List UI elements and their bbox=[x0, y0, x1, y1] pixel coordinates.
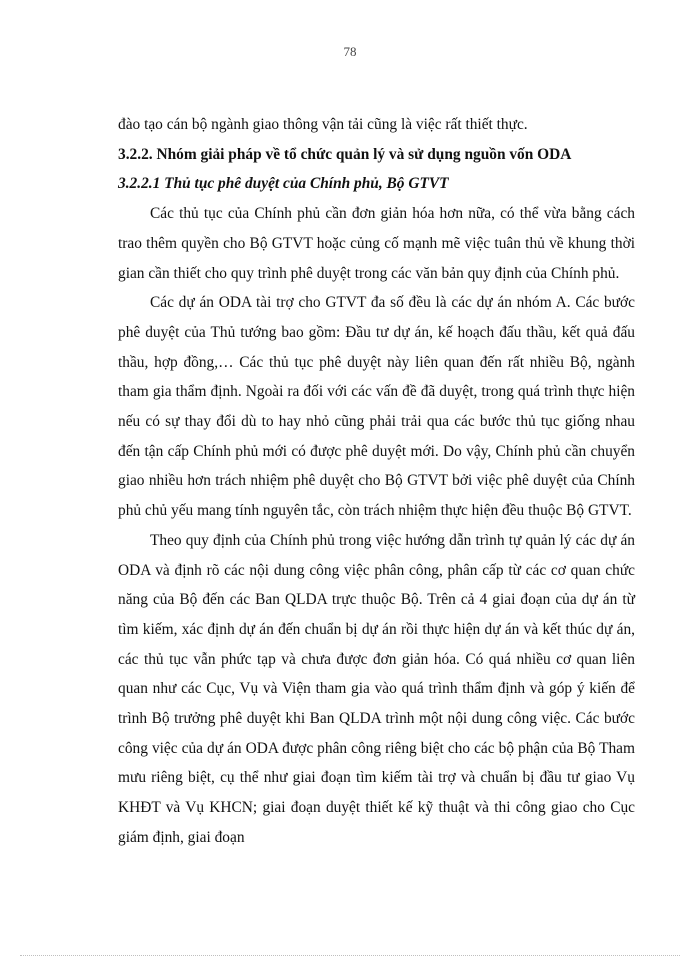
page-body bbox=[118, 110, 635, 853]
subsection-heading: 3.2.2.1 Thủ tục phê duyệt của Chính phủ, Bộ GTVT bbox=[118, 175, 449, 193]
paragraph: Theo quy định của Chính phủ trong việc hướng dẫn trình tự quản lý các dự án ODA và định rõ các nội dung công việc phân công, phân cấp từ các cơ quan chức năng của Bộ đến các Ban QLDA trực thuộc Bộ. Trên cả 4 giai đoạn của dự án từ tìm kiếm, xác định dự án đến chuẩn bị dự án rồi thực hiện dự án và kết thúc dự án, các thủ tục vẫn phức tạp và chưa được đơn giản hóa. Có quá nhiều cơ quan liên quan như các Cục, Vụ và Viện tham gia vào quá trình thẩm định và góp ý kiến để trình Bộ trưởng phê duyệt khi Ban QLDA trình một nội dung công việc. Các bước công việc của dự án ODA được phân công riêng biệt cho các bộ phận của Bộ Tham mưu riêng biệt, cụ thể như giai đoạn tìm kiếm tài trợ và chuẩn bị đầu tư giao Vụ KHĐT và Vụ KHCN; giai đoạn duyệt thiết kế kỹ thuật và thi công giao cho Cục giám định, giai đoạn bbox=[118, 531, 635, 846]
page-number: 78 bbox=[343, 44, 357, 59]
paragraph-continuation: đào tạo cán bộ ngành giao thông vận tải cũng là việc rất thiết thực. bbox=[118, 116, 528, 133]
paragraph: Các thủ tục của Chính phủ cần đơn giản hóa hơn nữa, có thể vừa bằng cách trao thêm quyền cho Bộ GTVT hoặc củng cố mạnh mẽ việc tuân thủ về khung thời gian cần thiết cho quy trình phê duyệt trong các văn bản quy định của Chính phủ. bbox=[118, 205, 635, 282]
paragraph: Các dự án ODA tài trợ cho GTVT đa số đều là các dự án nhóm A. Các bước phê duyệt của Thủ tướng bao gồm: Đầu tư dự án, kế hoạch đấu thầu, kết quả đấu thầu, hợp đồng,… Các thủ tục phê duyệt này liên quan đến rất nhiều Bộ, ngành tham gia thẩm định. Ngoài ra đối với các vấn đề đã duyệt, trong quá trình thực hiện nếu có sự thay đổi dù to hay nhỏ cũng phải trải qua các bước thủ tục giống nhau đến tận cấp Chính phủ mới có được phê duyệt mới. Do vậy, Chính phủ cần chuyển giao nhiều hơn trách nhiệm phê duyệt cho Bộ GTVT bởi việc phê duyệt của Chính phủ chủ yếu mang tính nguyên tắc, còn trách nhiệm thực hiện đều thuộc Bộ GTVT. bbox=[118, 294, 635, 520]
section-heading: 3.2.2. Nhóm giải pháp về tổ chức quản lý và sử dụng nguồn vốn ODA bbox=[118, 145, 572, 163]
page-bottom-divider bbox=[20, 955, 680, 956]
